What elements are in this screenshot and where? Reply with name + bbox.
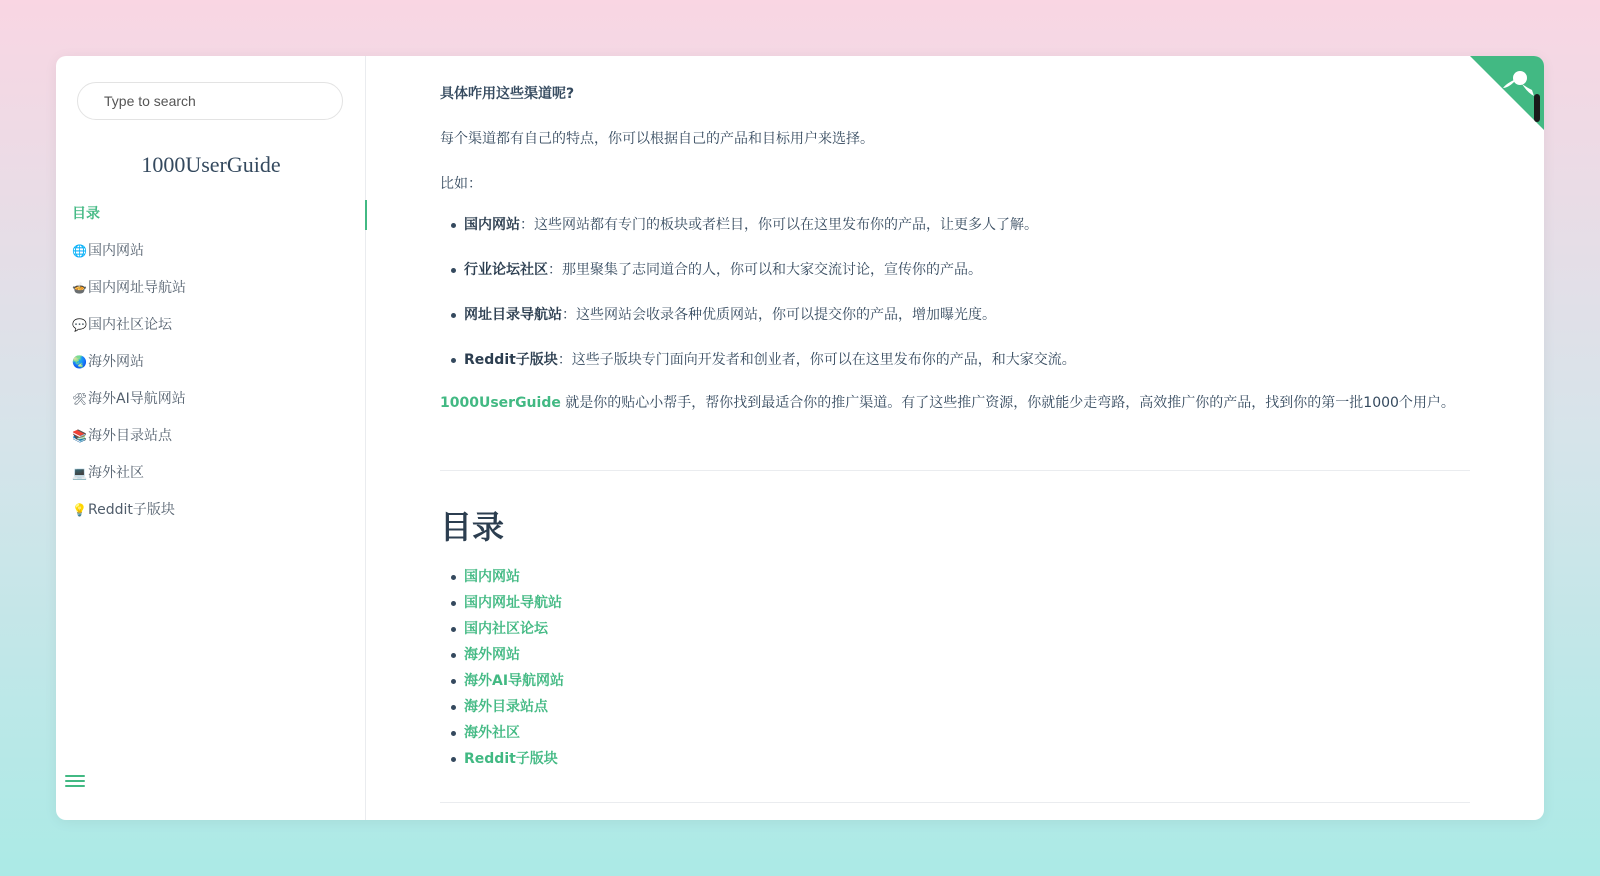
list-item: [440, 257, 1076, 302]
sidebar-item-domestic-nav-sites[interactable]: [56, 270, 366, 307]
sidebar-item-overseas-directories[interactable]: [56, 418, 366, 455]
list-item-text: ：这些网站都有专门的板块或者栏目，你可以在这里发布你的产品，让更多人了解。: [520, 217, 1038, 233]
sidebar-item-label: 目录: [72, 206, 100, 222]
speech-bubble-icon: 💬: [72, 318, 87, 332]
lightbulb-icon: 💡: [72, 503, 87, 517]
scrollbar-thumb[interactable]: [1534, 94, 1540, 122]
list-item-term: 国内网站: [464, 217, 520, 233]
sidebar-item-label: Reddit子版块: [88, 502, 175, 518]
books-icon: 📚: [72, 429, 87, 443]
sidebar-item-overseas-communities[interactable]: [56, 455, 366, 492]
toc-item: [440, 668, 564, 694]
sidebar-nav: [56, 196, 366, 529]
toc-item: [440, 564, 564, 590]
search-input[interactable]: [102, 92, 326, 110]
earth-icon: 🌏: [72, 355, 87, 369]
tools-icon: 🛠: [72, 392, 88, 406]
list-item: [440, 347, 1076, 392]
intro-paragraph: 每个渠道都有自己的特点，你可以根据自己的产品和目标用户来选择。: [440, 131, 874, 147]
sidebar-item-overseas-sites[interactable]: [56, 344, 366, 381]
sidebar-item-label: 海外社区: [88, 465, 144, 481]
list-item-term: 行业论坛社区: [464, 262, 548, 278]
sidebar-item-overseas-ai-nav[interactable]: [56, 381, 366, 418]
sidebar-item-reddit[interactable]: [56, 492, 366, 529]
toc-link-domestic-nav-sites[interactable]: 国内网址导航站: [464, 595, 562, 611]
pot-icon: 🍲: [72, 281, 87, 295]
sidebar-item-domestic-sites[interactable]: [56, 233, 366, 270]
list-item-term: 网址目录导航站: [464, 307, 562, 323]
summary-paragraph: [440, 390, 1470, 416]
toc-link-overseas-communities[interactable]: 海外社区: [464, 725, 520, 741]
sidebar-item-label: 国内网站: [88, 243, 144, 259]
sidebar-item-label: 国内社区论坛: [88, 317, 172, 333]
search-box[interactable]: [77, 82, 343, 120]
sidebar-item-toc[interactable]: [56, 196, 366, 233]
section-question: 具体咋用这些渠道呢?: [440, 86, 575, 102]
toc-link-overseas-ai-nav[interactable]: 海外AI导航网站: [464, 673, 565, 689]
channel-list: [440, 212, 1076, 392]
divider: [440, 470, 1470, 471]
toc-item: [440, 616, 564, 642]
main-content: [366, 56, 1544, 820]
sidebar-item-label: 海外目录站点: [88, 428, 172, 444]
example-label: 比如：: [440, 176, 482, 192]
divider: [440, 802, 1470, 803]
sidebar-item-label: 国内网址导航站: [88, 280, 186, 296]
toc-item: [440, 694, 564, 720]
list-item-text: ：这些子版块专门面向开发者和创业者，你可以在这里发布你的产品，和大家交流。: [557, 352, 1076, 368]
list-item-term: Reddit子版块: [464, 352, 558, 368]
list-item-text: ：这些网站会收录各种优质网站，你可以提交你的产品，增加曝光度。: [562, 307, 996, 323]
toc-link-reddit[interactable]: Reddit子版块: [464, 751, 558, 767]
toc-item: [440, 642, 564, 668]
globe-icon: 🌐: [72, 244, 87, 258]
list-item-text: ：那里聚集了志同道合的人，你可以和大家交流讨论，宣传你的产品。: [548, 262, 982, 278]
toc-item: [440, 746, 564, 772]
list-item: [440, 302, 1076, 347]
sidebar-item-domestic-forums[interactable]: [56, 307, 366, 344]
toc-item: [440, 590, 564, 616]
github-corner-icon[interactable]: [1470, 56, 1544, 130]
summary-link[interactable]: 1000UserGuide: [440, 395, 561, 411]
toc-link-domestic-sites[interactable]: 国内网站: [464, 569, 520, 585]
toc-list: [440, 564, 564, 772]
sidebar-item-label: 海外AI导航网站: [88, 391, 186, 407]
toc-link-overseas-directories[interactable]: 海外目录站点: [464, 699, 548, 715]
laptop-icon: 💻: [72, 466, 87, 480]
menu-toggle-icon[interactable]: [65, 772, 85, 792]
summary-text: 就是你的贴心小帮手，帮你找到最适合你的推广渠道。有了这些推广资源，你就能少走弯路，高效推广你的产品，找到你的第一批1000个用户。: [560, 395, 1455, 411]
toc-link-overseas-sites[interactable]: 海外网站: [464, 647, 520, 663]
sidebar-item-label: 海外网站: [88, 354, 144, 370]
sidebar: [56, 56, 366, 820]
page-title: 目录: [440, 508, 505, 546]
toc-item: [440, 720, 564, 746]
toc-link-domestic-forums[interactable]: 国内社区论坛: [464, 621, 548, 637]
app-name-link[interactable]: 1000UserGuide: [141, 152, 281, 177]
list-item: [440, 212, 1076, 257]
app-window: [56, 56, 1544, 820]
